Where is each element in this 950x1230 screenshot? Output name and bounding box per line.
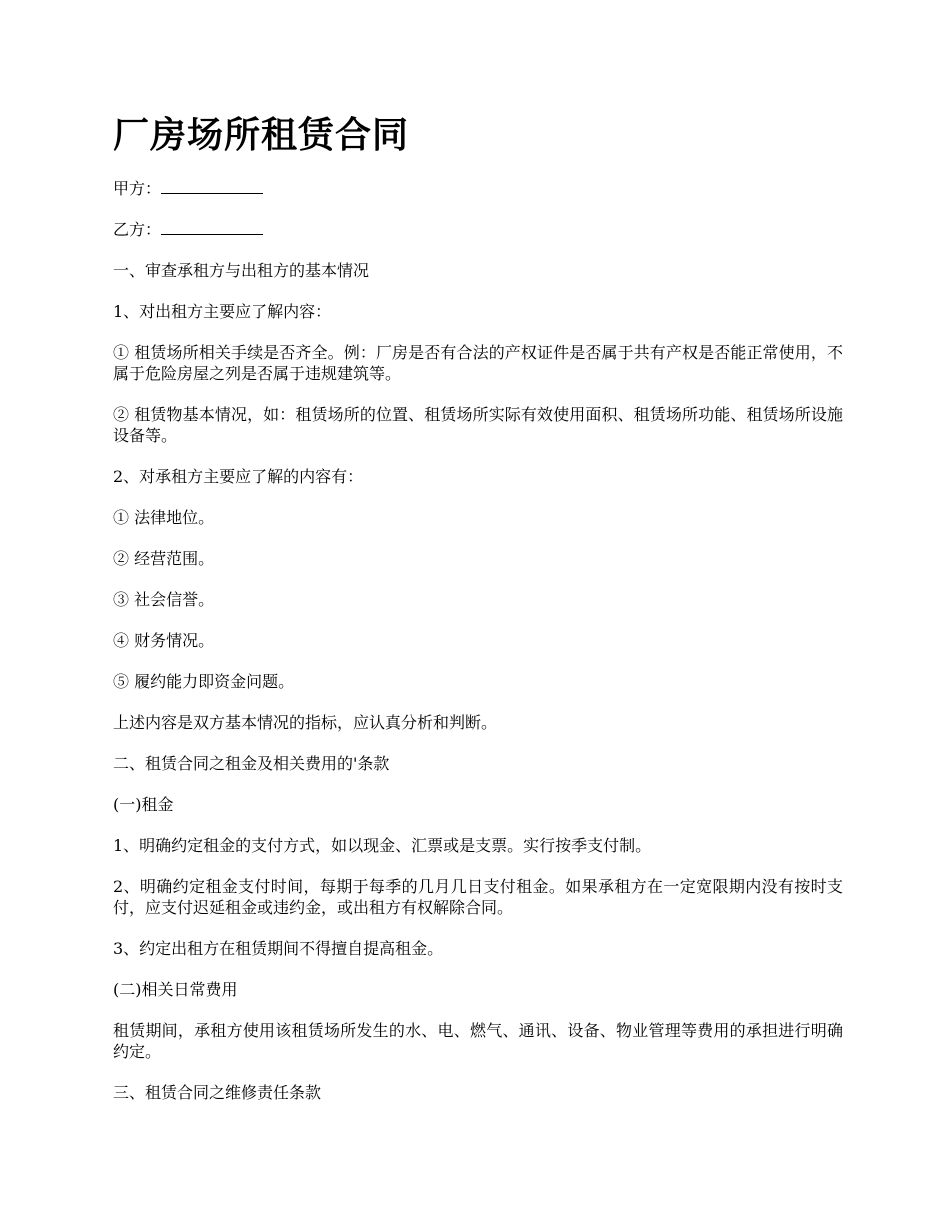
clause-paragraph: 2、明确约定租金支付时间，每期于每季的几月几日支付租金。如果承租方在一定宽限期内没有按时支付，应支付迟延租金或违约金，或出租方有权解除合同。 xyxy=(113,877,843,917)
list-item: ⑤ 履约能力即资金问题。 xyxy=(113,672,295,691)
clause-paragraph: 租赁期间，承租方使用该租赁场所发生的水、电、燃气、通讯、设备、物业管理等费用的承担进行明确约定。 xyxy=(113,1021,843,1061)
party-b-label: 乙方： xyxy=(113,220,162,239)
document-page xyxy=(113,112,843,1123)
list-item: ② 租赁物基本情况，如：租赁场所的位置、租赁场所实际有效使用面积、租赁场所功能、租赁场所设施设备等。 xyxy=(113,405,843,445)
list-item: ② 经营范围。 xyxy=(113,549,215,568)
list-item: ① 租赁场所相关手续是否齐全。例：厂房是否有合法的产权证件是否属于共有产权是否能正常使用，不属于危险房屋之列是否属于违规建筑等。 xyxy=(113,343,843,383)
party-b-blank xyxy=(161,220,263,235)
subheading-daily-costs: (二)相关日常费用 xyxy=(113,980,238,999)
document-title: 厂房场所租赁合同 xyxy=(113,115,410,156)
subheading-lessee: 2、对承租方主要应了解的内容有： xyxy=(113,467,364,486)
party-a-label: 甲方： xyxy=(113,179,162,198)
section-heading-1: 一、审查承租方与出租方的基本情况 xyxy=(113,261,370,280)
party-a-line xyxy=(113,178,843,199)
subheading-rent: (一)租金 xyxy=(113,795,174,814)
subheading-lessor: 1、对出租方主要应了解内容： xyxy=(113,302,332,321)
list-item: ① 法律地位。 xyxy=(113,508,215,527)
section-heading-2: 二、租赁合同之租金及相关费用的'条款 xyxy=(113,754,390,773)
summary-paragraph: 上述内容是双方基本情况的指标，应认真分析和判断。 xyxy=(113,713,498,732)
party-b-line xyxy=(113,219,843,240)
list-item: ③ 社会信誉。 xyxy=(113,590,215,609)
clause-paragraph: 1、明确约定租金的支付方式，如以现金、汇票或是支票。实行按季支付制。 xyxy=(113,836,652,855)
section-heading-3: 三、租赁合同之维修责任条款 xyxy=(113,1083,322,1102)
party-a-blank xyxy=(161,179,263,194)
list-item: ④ 财务情况。 xyxy=(113,631,215,650)
clause-paragraph: 3、约定出租方在租赁期间不得擅自提高租金。 xyxy=(113,939,444,958)
